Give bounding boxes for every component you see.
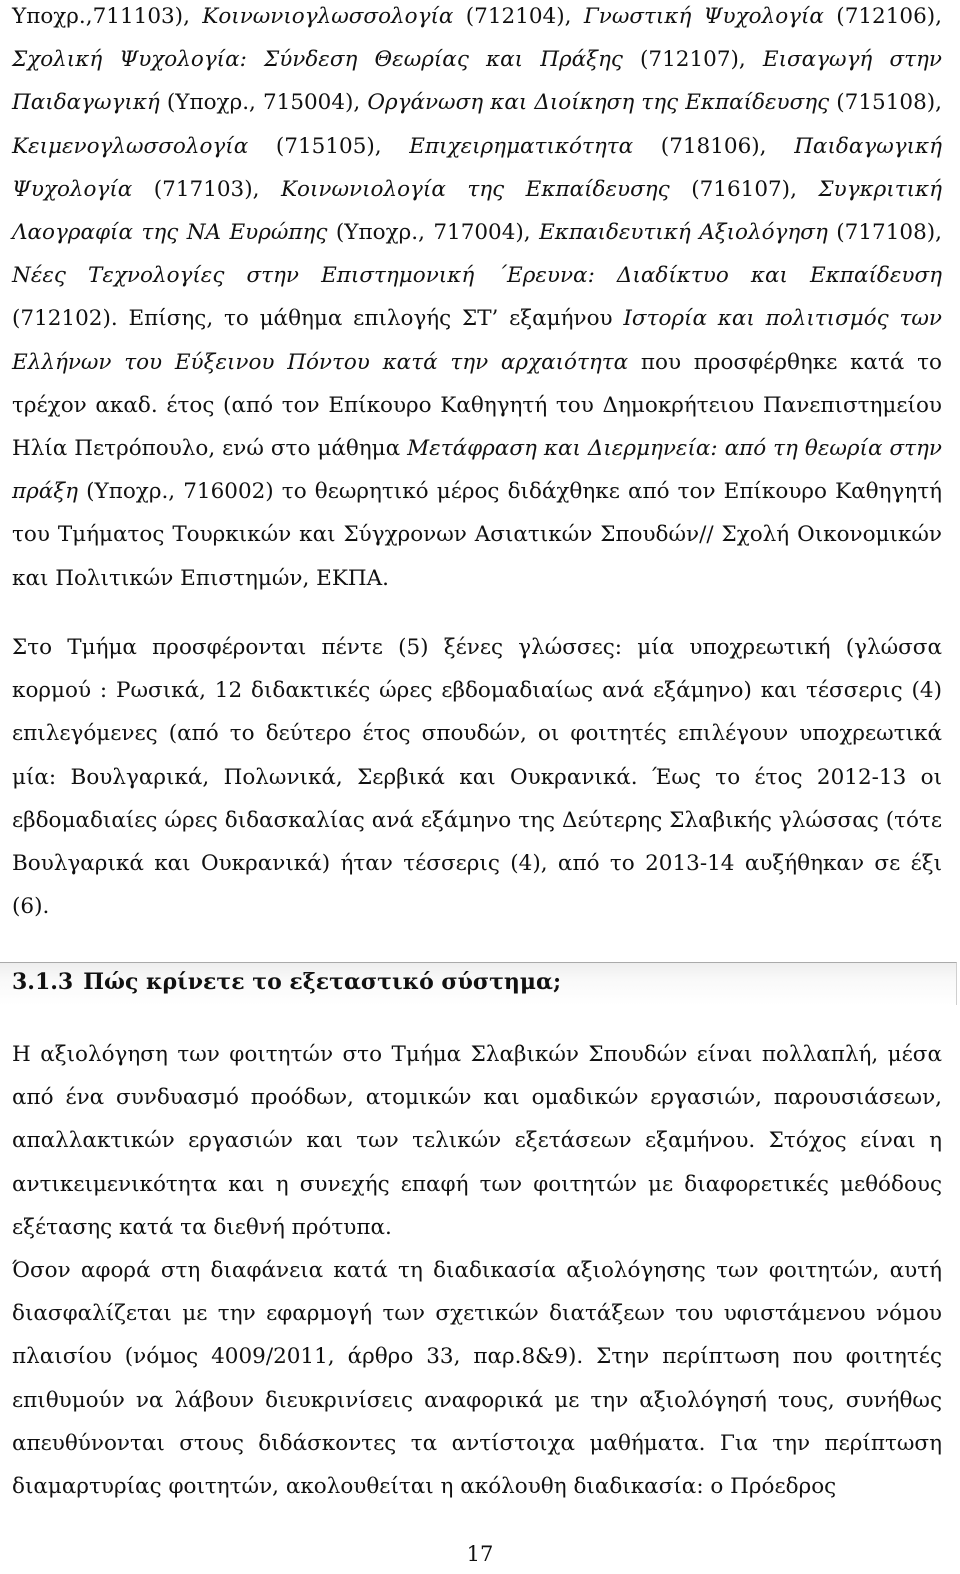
course-title: Επιχειρηματικότητα (409, 133, 634, 159)
course-title: Εισαγωγή στην Παιδαγωγική (12, 47, 942, 116)
paragraph-assessment: Η αξιολόγηση των φοιτητών στο Τμήμα Σλαβικών Σπουδών είναι πολλαπλή, μέσα από ένα συνδυασμό προόδων, ατομικών και ομαδικών εργασιών, παρουσιάσεων, απαλλακτικών εργασιών και των τελικών εξετάσεων εξαμήνου. Στόχος είναι η αντικειμενικότητα και η συνεχής επαφή των φοιτητών με διαφορετικές μεθόδους εξέτασης κατά τα διεθνή πρότυπα. (12, 1042, 942, 1240)
text-run: (716107), (669, 176, 819, 202)
course-title: Γνωστική Ψυχολογία (583, 4, 824, 29)
course-title: Κοινωνιολογία της Εκπαίδευσης (280, 176, 670, 202)
course-title: Ιστορία και πολιτισμός των Ελλήνων του Εύξεινου Πόντου κατά την αρχαιότητα (12, 306, 943, 375)
text-run: Υποχρ.,711103), (12, 4, 203, 29)
course-title: Κοινωνιογλωσσολογία (202, 4, 454, 29)
text-run: (712107), (622, 47, 763, 73)
section-title: Πώς κρίνετε το εξεταστικό σύστημα; (83, 969, 562, 995)
text-run: (712106), (823, 4, 942, 29)
course-title: Μετάφραση και Διερμηνεία: από τη θεωρία στην πράξη (12, 436, 942, 505)
course-title: Οργάνωση και Διοίκηση της Εκπαίδευσης (367, 90, 830, 116)
text-run: (Υποχρ., 717004), (327, 220, 540, 246)
paragraph-transparency: Όσον αφορά στη διαφάνεια κατά τη διαδικασία αξιολόγησης των φοιτητών, αυτή διασφαλίζεται με την εφαρμογή των σχετικών διατάξεων του υφιστάμενου νόμου πλαισίου (νόμος 4009/2011, άρθρο 33, παρ.8&9). Στην περίπτωση που φοιτητές επιθυμούν να λάβουν διευκρινίσεις αναφορικά με την αξιολόγησή τους, συνήθως απευθύνονται στους διδάσκοντες τα αντίστοιχα μαθήματα. Για την περίπτωση διαμαρτυρίας φοιτητών, ακολουθείται η ακόλουθη διαδικασία: ο Πρόεδρος (12, 1258, 942, 1500)
text-run: (717108), (827, 220, 942, 246)
text-run: (712102). Επίσης, το μάθημα επιλογής ΣΤ’ εξαμήνου (12, 306, 624, 332)
course-title: Κειμενογλωσσολογία (12, 133, 249, 159)
text-run: (712104), (453, 4, 584, 29)
page-number: 17 (466, 1542, 494, 1566)
text-run: (Υποχρ., 716002) το θεωρητικό μέρος διδάχθηκε από τον Επίκουρο Καθηγητή του Τμήματος Τουρκικών και Σύγχρονων Ασιατικών Σπουδών// Σχολή Οικονομικών και Πολιτικών Επιστημών, ΕΚΠΑ. (12, 479, 942, 591)
course-title: Εκπαιδευτική Αξιολόγηση (539, 220, 828, 246)
text-run: (715108), (829, 90, 942, 116)
paragraph-foreign-languages: Στο Τμήμα προσφέρονται πέντε (5) ξένες γλώσσες: μία υποχρεωτική (γλώσσα κορμού : Ρωσικά, 12 διδακτικές ώρες εβδομαδιαίως ανά εξάμηνο) και τέσσερις (4) επιλεγόμενες (από το δεύτερο έτος σπουδών, οι φοιτητές επιλέγουν υποχρεωτικά μία: Βουλγαρικά, Πολωνικά, Σερβικά και Ουκρανικά. Έως το έτος 2012-13 οι εβδομαδιαίες ώρες διδασκαλίας ανά εξάμηνο της Δεύτερης Σλαβικής γλώσσας (τότε Βουλγαρικά και Ουκρανικά) ήταν τέσσερις (4), από το 2013-14 αυξήθηκαν σε έξι (6). (12, 635, 942, 920)
paragraph-course-list (12, 0, 942, 600)
course-title: Συγκριτική Λαογραφία της ΝΑ Ευρώπης (12, 176, 943, 246)
text-run: (Υποχρ., 715004), (159, 90, 368, 116)
section-number: 3.1.3 (12, 969, 74, 995)
text-run: που προσφέρθηκε κατά το τρέχον ακαδ. έτος (από τον Επίκουρο Καθηγητή του Δημοκρήτειου Πανεπιστημείου Ηλία Πετρόπουλο, ενώ στο μάθημα (12, 349, 942, 462)
course-title: Νέες Τεχνολογίες στην Επιστημονική ΄Ερευνα: Διαδίκτυο και Εκπαίδευση (12, 263, 942, 289)
text-run: (718106), (633, 133, 795, 159)
course-title: Παιδαγωγική Ψυχολογία (12, 133, 942, 202)
course-title: Σχολική Ψυχολογία: Σύνδεση Θεωρίας και Πράξης (12, 47, 623, 73)
text-run: (717103), (132, 176, 281, 202)
section-heading (12, 966, 561, 998)
text-run: (715105), (248, 133, 410, 159)
